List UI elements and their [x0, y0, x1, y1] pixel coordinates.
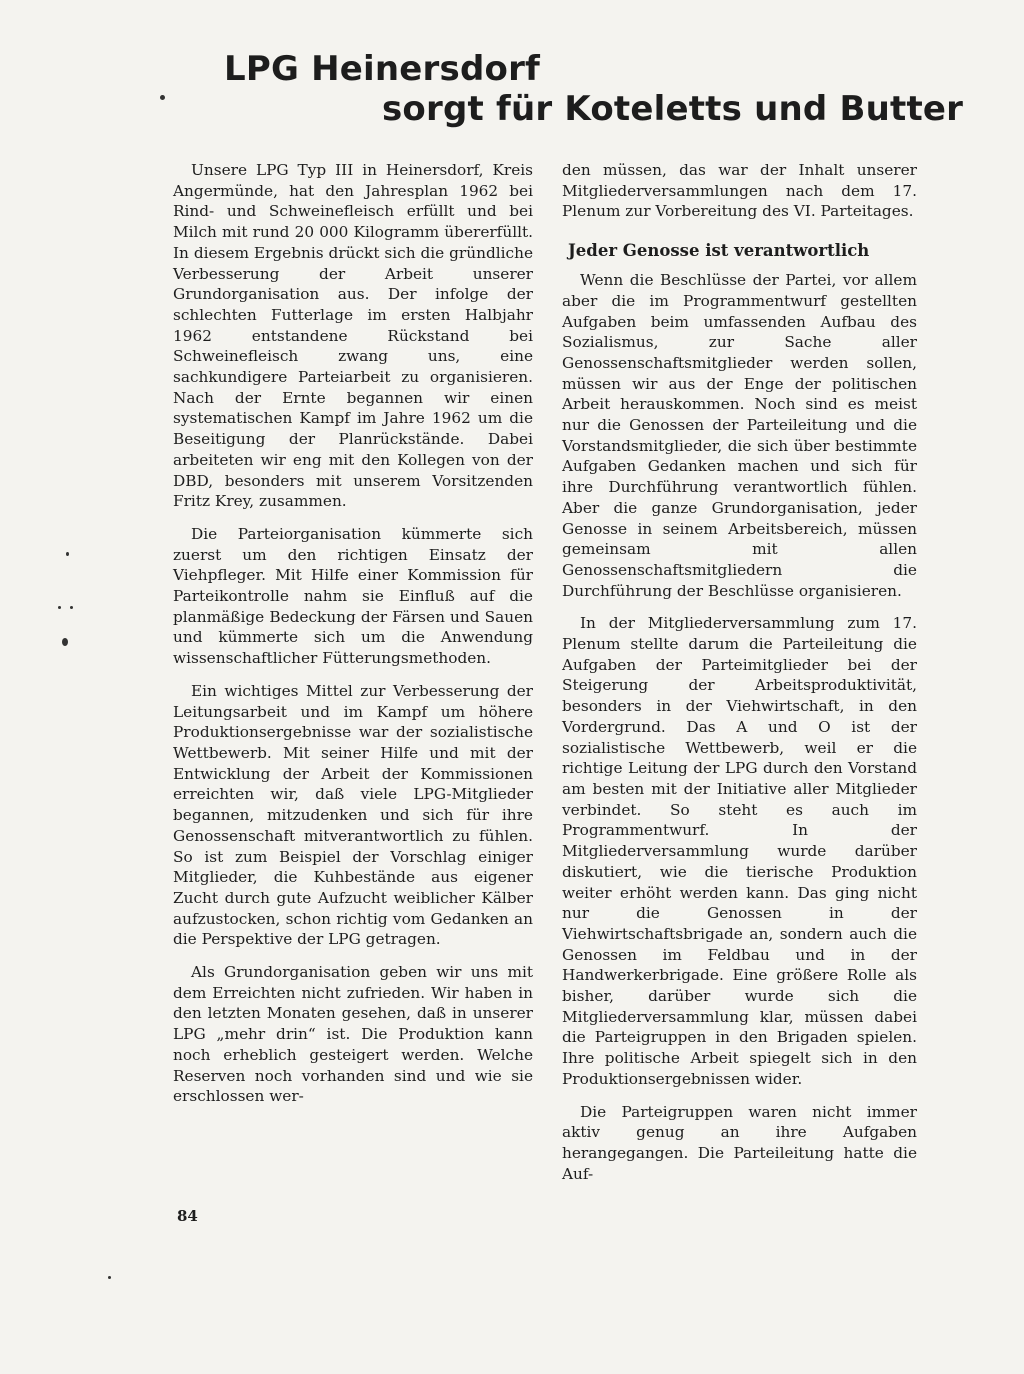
paragraph: Die Parteigruppen waren nicht immer aktiv genug an ihre Aufgaben herangegangen. Die Parteileitung hatte die Auf- — [562, 1102, 917, 1183]
section-heading: Jeder Genosse ist verantwortlich — [568, 241, 870, 261]
scan-speck — [160, 95, 165, 100]
paragraph: Als Grundorganisation geben wir uns mit dem Erreichten nicht zufrieden. Wir haben in den letzten Monaten gesehen, daß in unserer LPG „mehr drin“ ist. Die Produktion kann noch erheblich gesteigert werden. Welche Reserven noch vorhanden sind und wie sie erschlossen wer- — [173, 963, 533, 1106]
scan-speck — [108, 1276, 111, 1279]
page-number: 84 — [177, 1207, 198, 1225]
left-column — [173, 160, 533, 1119]
right-column — [562, 160, 917, 1196]
scan-speck — [62, 638, 68, 646]
paragraph-continuation: den müssen, das war der Inhalt unserer Mitgliederversammlungen nach dem 17. Plenum zur Vorbereitung des VI. Parteitages. — [562, 161, 917, 221]
article-title — [214, 49, 964, 129]
scan-speck — [58, 606, 61, 609]
scan-speck — [70, 606, 73, 609]
paragraph: In der Mitgliederversammlung zum 17. Plenum stellte darum die Parteileitung die Aufgaben der Parteimitglieder bei der Steigerung der Arbeitsproduktivität, besonders in der Viehwirtschaft, in den Vordergrund. Das A und O ist der sozialistische Wettbewerb, weil er die richtige Leitung der LPG durch den Vorstand am besten mit der Initiative aller Mitglieder verbindet. So steht es auch im Programmentwurf. In der Mitgliederversammlung wurde darüber diskutiert, wie die tierische Produktion weiter erhöht werden kann. Das ging nicht nur die Genossen in der Viehwirtschaftsbrigade an, sondern auch die Genossen im Feldbau und in der Handwerkerbrigade. Eine größere Rolle als bisher, darüber wurde sich die Mitgliederversammlung klar, müssen dabei die Parteigruppen in den Brigaden spielen. Ihre politische Arbeit spiegelt sich in den Produktionsergebnissen wider. — [562, 614, 917, 1088]
paragraph: Wenn die Beschlüsse der Partei, vor allem aber die im Programmentwurf gestellten Aufgaben beim umfassenden Aufbau des Sozialismus, zur Sache aller Genossenschaftsmitglieder werden sollen, müssen wir aus der Enge der politischen Arbeit herauskommen. Noch sind es meist nur die Genossen der Parteileitung und die Vorstandsmitglieder, die sich über bestimmte Aufgaben Gedanken machen und sich für ihre Durchführung verantwortlich fühlen. Aber die ganze Grundorganisation, jeder Genosse in seinem Arbeitsbereich, müssen gemeinsam mit allen Genossenschaftsmitgliedern die Durchführung der Beschlüsse organisieren. — [562, 271, 917, 600]
title-line-1: LPG Heinersdorf — [224, 49, 541, 89]
paragraph: Die Parteiorganisation kümmerte sich zuerst um den richtigen Einsatz der Viehpfleger. Mit Hilfe einer Kommission für Parteikontrolle nahm sie Einfluß auf die planmäßige Bedeckung der Färsen und Sauen und kümmerte sich um die Anwendung wissenschaftlicher Fütterungsmethoden. — [173, 524, 533, 668]
paragraph: Ein wichtiges Mittel zur Verbesserung der Leitungsarbeit und im Kampf um höhere Produktionsergebnisse war der sozialistische Wettbewerb. Mit seiner Hilfe und mit der Entwicklung der Arbeit der Kommissionen erreichten wir, daß viele LPG-Mitglieder begannen, mitzudenken und sich für ihre Genossenschaft mitverantwortlich zu fühlen. So ist zum Beispiel der Vorschlag einiger Mitglieder, die Kuhbestände aus eigener Zucht durch gute Aufzucht weiblicher Kälber aufzustocken, schon richtig vom Gedanken an die Perspektive der LPG getragen. — [173, 681, 533, 949]
paragraph: Unsere LPG Typ III in Heinersdorf, Kreis Angermünde, hat den Jahresplan 1962 bei Rind- und Schweinefleisch erfüllt und bei Milch mit rund 20 000 Kilogramm übererfüllt. In diesem Ergebnis drückt sich die gründliche Verbesserung der Arbeit unserer Grundorganisation aus. Der infolge der schlechten Futterlage im ersten Halbjahr 1962 entstandene Rückstand bei Schweinefleisch zwang uns, eine sachkundigere Parteiarbeit zu organisieren. Nach der Ernte begannen wir einen systematischen Kampf im Jahre 1962 um die Beseitigung der Planrückstände. Dabei arbeiteten wir eng mit den Kollegen von der DBD, besonders mit unserem Vorsitzenden Fritz Krey, zusammen. — [173, 161, 533, 511]
title-line-2: sorgt für Koteletts und Butter — [382, 89, 964, 129]
scan-speck — [66, 552, 69, 556]
